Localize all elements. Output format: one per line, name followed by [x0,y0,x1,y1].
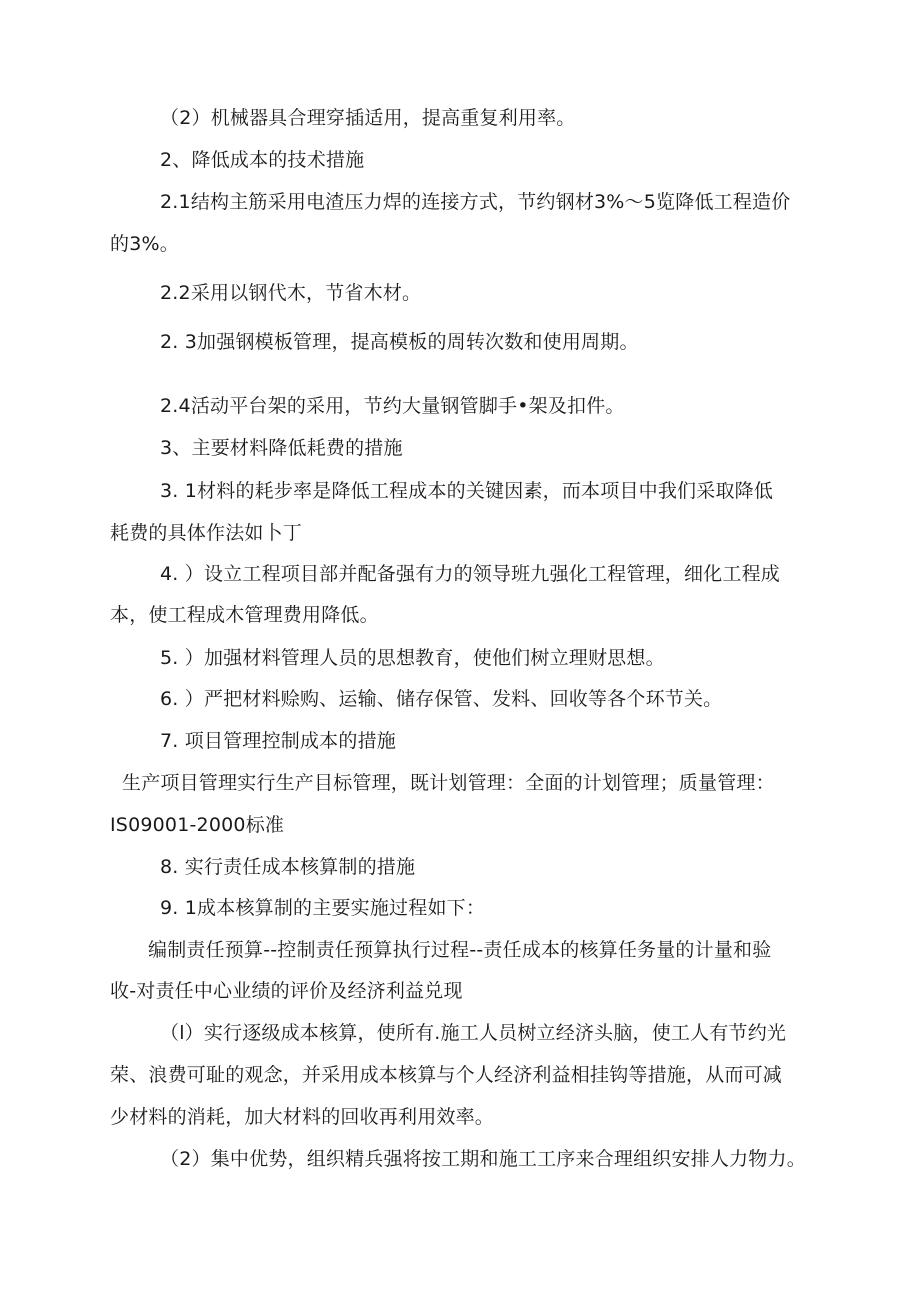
section-heading: 8. 实行责任成本核算制的措施 [160,856,416,878]
text-line: 生产项目管理实行生产目标管理，既计划管理：全面的计划管理；质量管理： [122,772,775,794]
text-line: 5. ）加强材料管理人员的思想教育，使他们树立理财思想。 [160,647,665,669]
section-heading: 3、主要材料降低耗费的措施 [160,437,403,459]
text-line: 2. 3加强钢模板管理，提高模板的周转次数和使用周期。 [160,331,639,353]
text-line: 编制责任预算--控制责任预算执行过程--责任成本的核算任务量的计量和验 [148,939,772,961]
text-line: 的3%。 [110,233,179,255]
text-line: 收-对责任中心业绩的评价及经济利益兑现 [110,980,463,1002]
text-line: 荣、浪费可耻的观念，并采用成本核算与个人经济利益相挂钩等措施，从而可减 [110,1064,783,1086]
section-heading: 7. 项目管理控制成本的措施 [160,730,396,752]
text-line: 耗费的具体作法如卜丁 [110,522,303,544]
text-line: （l）实行逐级成本核算，使所有.施工人员树立经济头脑，使工人有节约光 [160,1022,787,1044]
text-line: 6. ）严把材料赊购、运输、储存保管、发料、回收等各个环节关。 [160,688,723,710]
text-line: 2.1结构主筋采用电渣压力焊的连接方式，节约钢材3%～5览降低工程造价 [160,191,791,213]
text-line: IS09001-2000标准 [110,814,285,836]
text-line: 2.2采用以钢代木，节省木材。 [160,282,422,304]
text-line: （2）机械器具合理穿插适用，提高重复利用率。 [160,107,576,129]
text-line: 2.4活动平台架的采用，节约大量钢管脚手•架及扣件。 [160,395,625,417]
text-line: 4. ）设立工程项目部并配备强有力的领导班九强化工程管理，细化工程成 [160,563,780,585]
text-line: 3. 1材料的耗步率是降低工程成本的关键因素，而本项目中我们采取降低 [160,480,774,502]
text-line: 本，使工程成木管理费用降低。 [110,604,379,626]
text-line: 9. 1成本核算制的主要实施过程如下： [160,897,486,919]
section-heading: 2、降低成本的技术措施 [160,149,365,171]
text-line: （2）集中优势，组织精兵强将按工期和施工工序来合理组织安排人力物力。 [160,1148,806,1170]
text-line: 少材料的消耗，加大材料的回收再利用效率。 [110,1106,495,1128]
